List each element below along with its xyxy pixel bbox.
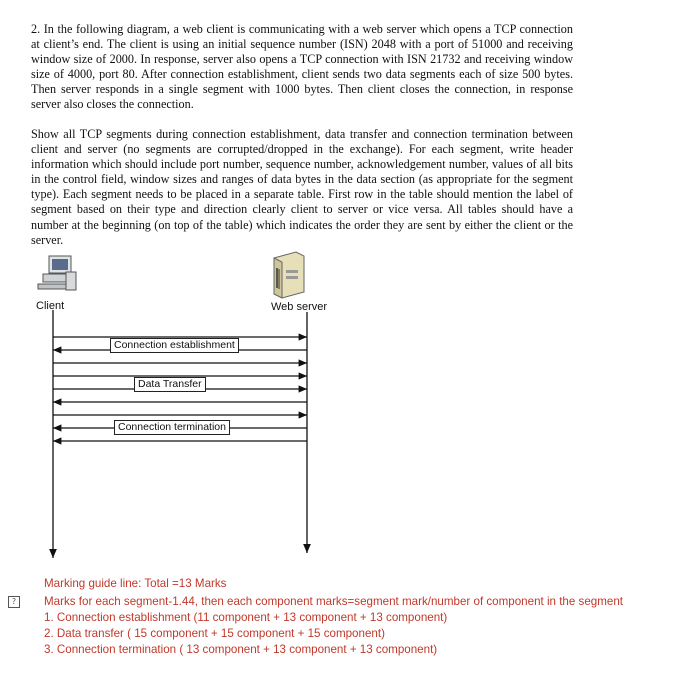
marking-item-1: 1. Connection establishment (11 component + 13 component + 13 component)	[44, 611, 448, 624]
marking-title: Marking guide line: Total =13 Marks	[44, 577, 227, 590]
phase-connection-establishment: Connection establishment	[110, 338, 239, 353]
missing-glyph-icon: ?	[8, 596, 20, 608]
marking-item-3: 3. Connection termination ( 13 component + 13 component + 13 component)	[44, 643, 438, 656]
phase-data-transfer: Data Transfer	[134, 377, 206, 392]
marking-per-segment: Marks for each segment-1.44, then each component marks=segment mark/number of component in the segment	[44, 595, 624, 608]
tcp-sequence-diagram	[0, 248, 677, 568]
marking-item-2: 2. Data transfer ( 15 component + 15 component + 15 component)	[44, 627, 385, 640]
server-label: Web server	[271, 301, 328, 313]
diagram-lines	[0, 248, 677, 568]
client-label: Client	[36, 300, 65, 312]
computer-icon	[38, 256, 76, 290]
server-icon	[274, 252, 304, 298]
phase-connection-termination: Connection termination	[114, 420, 230, 435]
question-paragraph-2: Show all TCP segments during connection establishment, data transfer and connection termination between client and server (no segments are corrupted/dropped in the exchange). For each segment, write header information which should include port number, sequence number, acknowledgement number, values of all bits in the control field, window sizes and ranges of data bytes in the data section (as appropriate for the segment type). Each segment needs to be placed in a separate table. First row in the table should mention the label of segment based on their type and direction clearly client to server or vice versa. All tables should have a number at the beginning (on top of the table) which indicates the order they are sent by either the client or the server.	[31, 127, 573, 247]
question-paragraph-1: 2. In the following diagram, a web client is communicating with a web server which opens a TCP connection at client’s end. The client is using an initial sequence number (ISN) 2048 with a port of 51000 and receiving window size of 2000. In response, server also opens a TCP connection with ISN 21732 and receiving window size of 4000, port 80. After connection establishment, client sends two data segments each of size 500 bytes. Then server responds in a single segment with 1000 bytes. Then client closes the connection, in response server also closes the connection.	[31, 22, 573, 112]
